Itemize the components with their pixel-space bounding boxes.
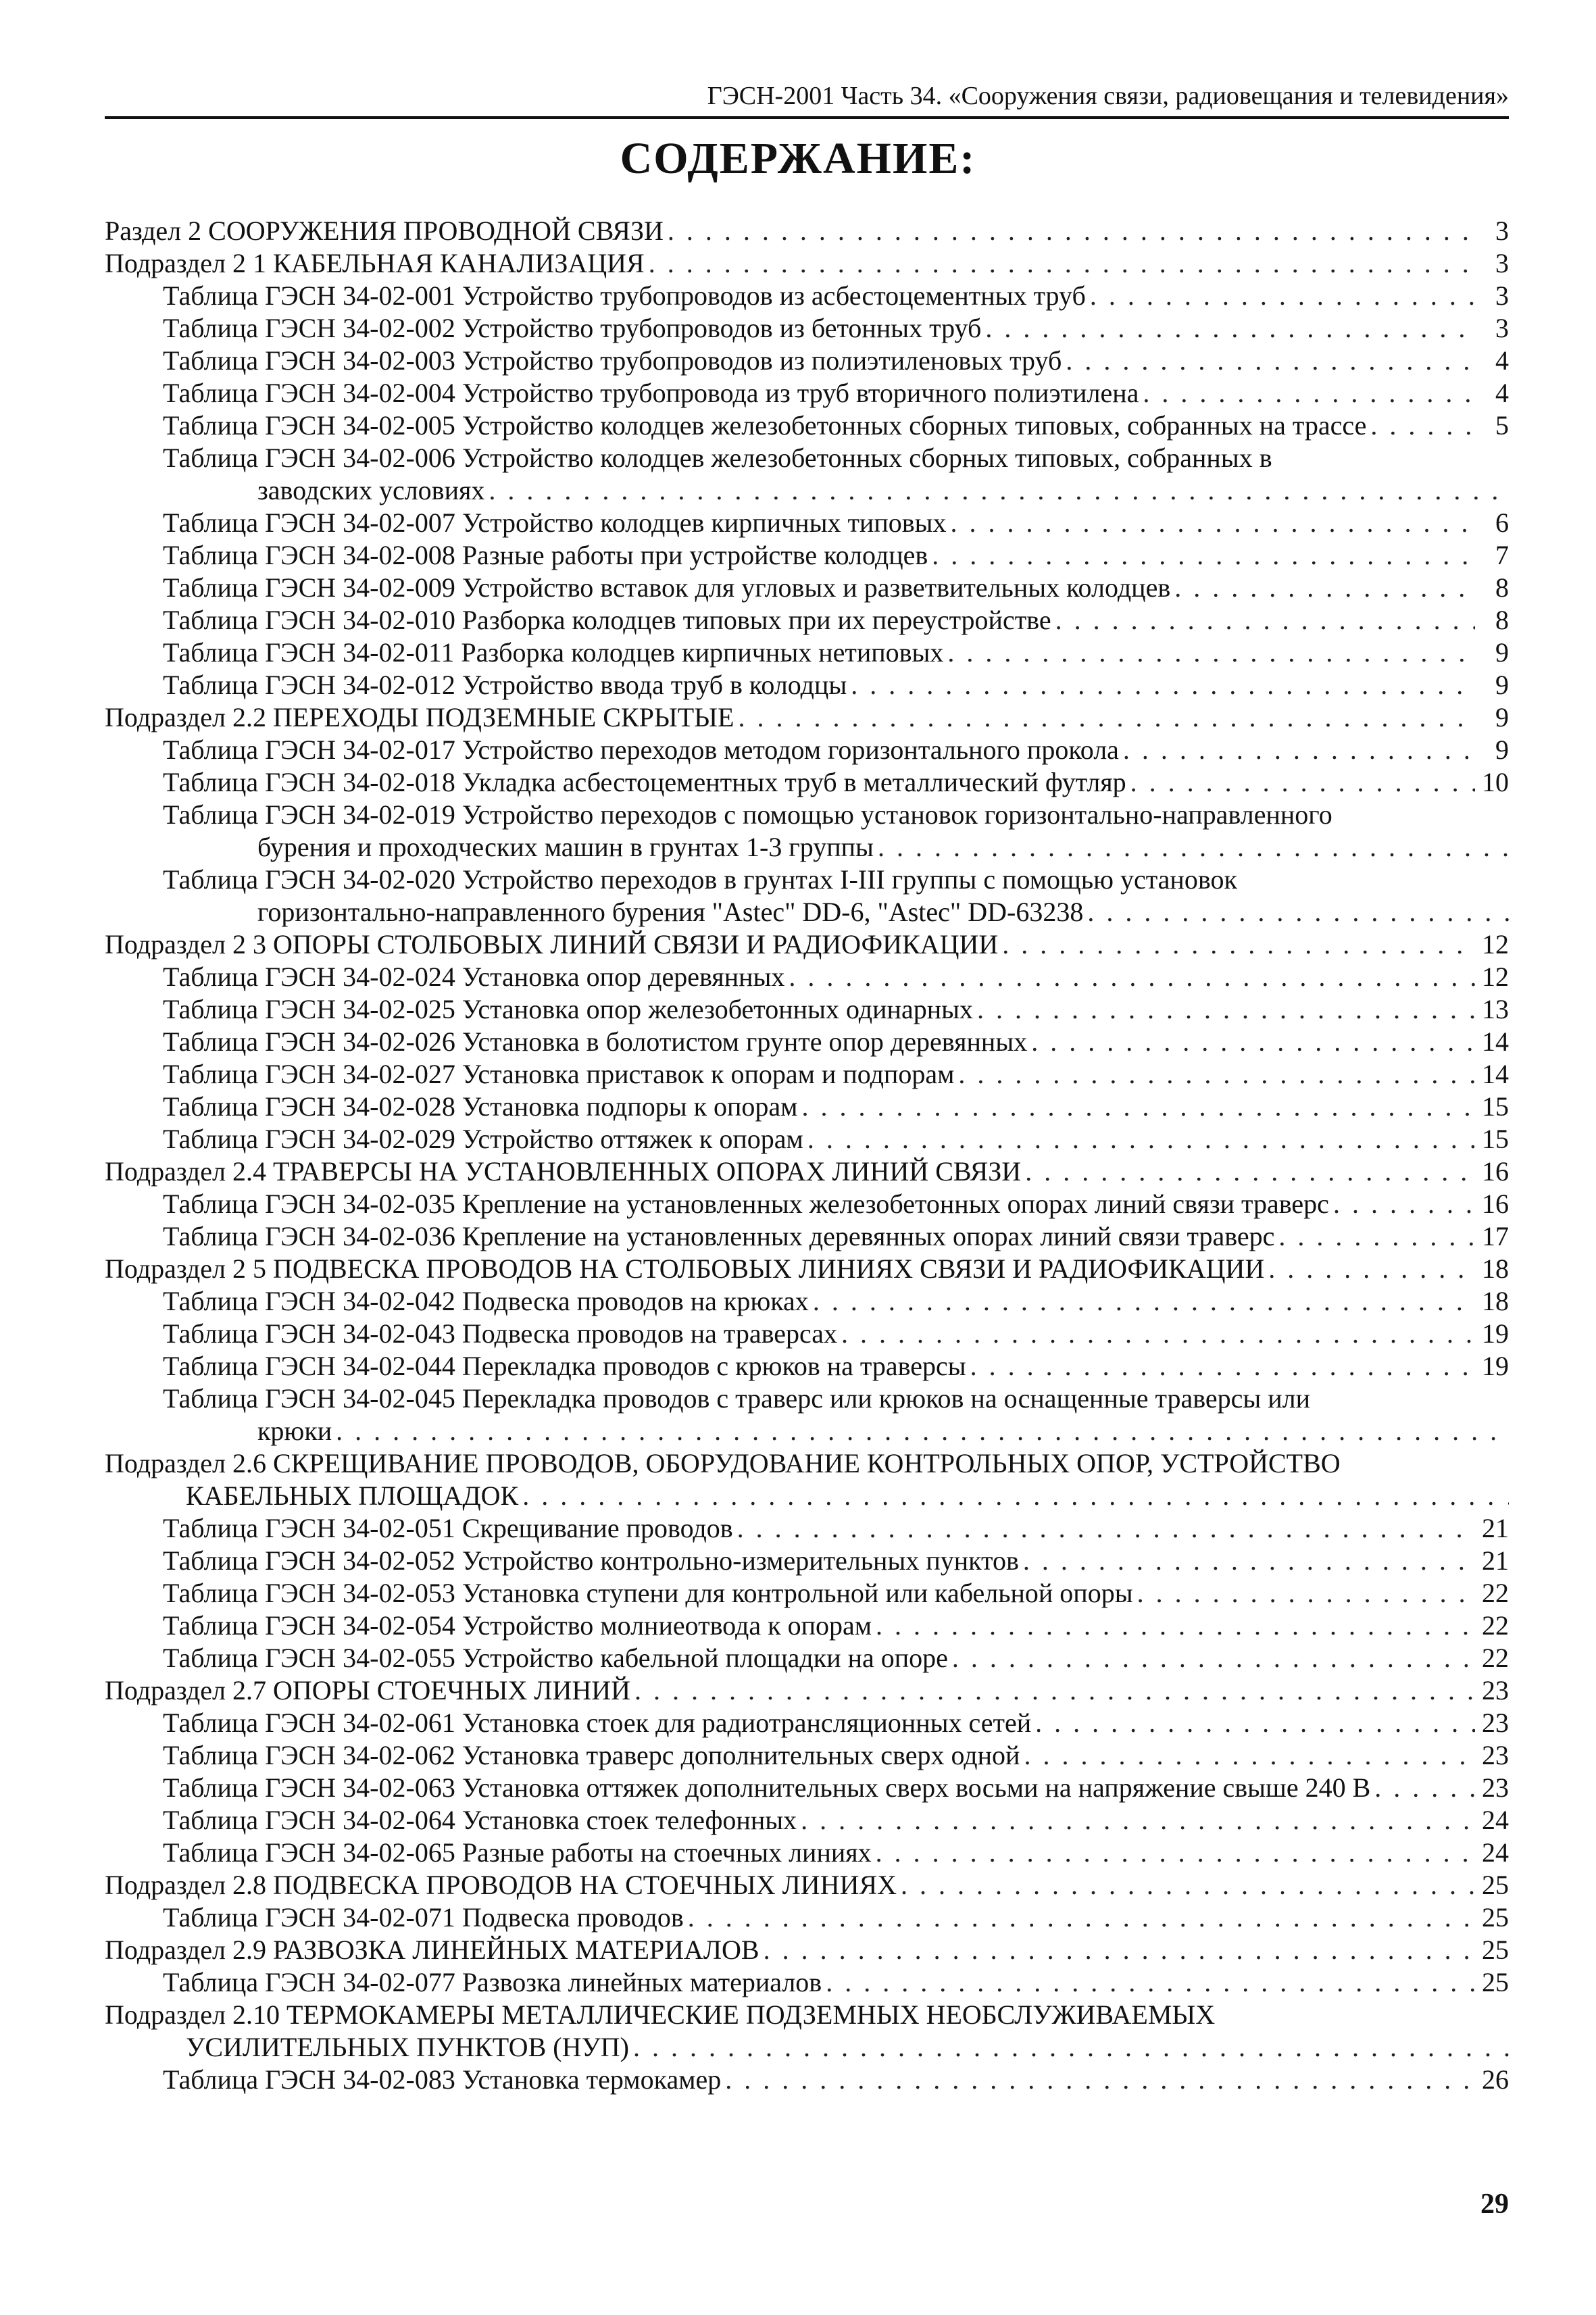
dot-leader: [1002, 928, 1475, 961]
toc-section-entry: [105, 1934, 1509, 1966]
toc-section-entry: [105, 1674, 1509, 1707]
toc-entry-title: Таблица ГЭСН 34-02-071 Подвеска проводов: [163, 1902, 684, 1933]
toc-section-entry: [105, 215, 1509, 247]
dot-leader: [1174, 572, 1475, 604]
dot-leader: [336, 1415, 1509, 1447]
dot-leader: [633, 2031, 1509, 2064]
toc-table-entry: [105, 1545, 1509, 1577]
dot-leader: [1066, 345, 1475, 377]
toc-entry-title: Таблица ГЭСН 34-02-052 Устройство контрольно-измерительных пунктов: [163, 1545, 1019, 1576]
toc-page-number: 19: [1482, 1351, 1509, 1381]
toc-entry-title: Таблица ГЭСН 34-02-042 Подвеска проводов на крюках: [163, 1286, 809, 1316]
toc-entry-title: Таблица ГЭСН 34-02-018 Укладка асбестоцементных труб в металлический футляр: [163, 767, 1126, 797]
toc-table-entry: [105, 1512, 1509, 1545]
toc-entry-title: Таблица ГЭСН 34-02-083 Установка термокамер: [163, 2064, 722, 2095]
toc-page-number: 23: [1482, 1772, 1509, 1803]
toc-section-entry: [105, 247, 1509, 280]
dot-leader: [801, 1804, 1475, 1837]
page-number: 29: [1480, 2189, 1509, 2220]
toc-page-number: 9: [1495, 637, 1509, 668]
toc-entry-title: Подраздел 2.10 ТЕРМОКАМЕРЫ МЕТАЛЛИЧЕСКИЕ ПОДЗЕМНЫХ НЕОБСЛУЖИВАЕМЫХ: [105, 1999, 1216, 2030]
toc-entry-title: бурения и проходческих машин в грунтах 1-3 группы: [257, 832, 874, 862]
toc-entry-title: Таблица ГЭСН 34-02-063 Установка оттяжек дополнительных сверх восьми на напряжение свыше 240 В: [163, 1772, 1371, 1803]
toc-page-number: 3: [1495, 216, 1509, 246]
toc-section-entry: [105, 928, 1509, 961]
dot-leader: [764, 1934, 1475, 1966]
toc-table-entry: [105, 734, 1509, 766]
toc-entry-title: Таблица ГЭСН 34-02-027 Установка приставок к опорам и подпорам: [163, 1059, 955, 1089]
toc-table-entry: [105, 669, 1509, 701]
toc-entry-continuation: [163, 896, 1509, 928]
page-title: СОДЕРЖАНИЕ:: [620, 134, 976, 183]
toc-table-entry: [105, 442, 1509, 507]
toc-entry-title: Таблица ГЭСН 34-02-055 Устройство кабельной площадки на опоре: [163, 1643, 948, 1673]
toc-entry-title: горизонтально-направленного бурения "Astec" DD-6, "Astec" DD-63238: [257, 897, 1084, 927]
dot-leader: [1090, 280, 1475, 312]
dot-leader: [1374, 1772, 1475, 1804]
dot-leader: [1278, 1220, 1475, 1253]
toc-page-number: 23: [1482, 1708, 1509, 1738]
toc-page-number: 24: [1482, 1837, 1509, 1868]
dot-leader: [522, 1480, 1509, 1512]
toc-page-number: 3: [1495, 280, 1509, 311]
toc-table-entry: [105, 1804, 1509, 1837]
toc-entry-title: Таблица ГЭСН 34-02-064 Установка стоек телефонных: [163, 1805, 797, 1835]
dot-leader: [970, 1350, 1475, 1383]
dot-leader: [789, 961, 1475, 993]
dot-leader: [737, 1512, 1475, 1545]
toc-entry-title: крюки: [257, 1416, 332, 1446]
dot-leader: [688, 1901, 1475, 1934]
toc-entry-title: Таблица ГЭСН 34-02-006 Устройство колодцев железобетонных сборных типовых, собранных в: [163, 443, 1272, 473]
toc-table-entry: [105, 1091, 1509, 1123]
toc-entry-title: Подраздел 2 3 ОПОРЫ СТОЛБОВЫХ ЛИНИЙ СВЯЗИ И РАДИОФИКАЦИИ: [105, 929, 999, 960]
toc-table-entry: [105, 1383, 1509, 1447]
toc-entry-title: КАБЕЛЬНЫХ ПЛОЩАДОК: [186, 1480, 519, 1511]
toc-entry-continuation: [105, 1480, 1509, 1512]
toc-table-entry: [105, 1610, 1509, 1642]
dot-leader: [1055, 604, 1475, 637]
dot-leader: [1143, 377, 1475, 409]
toc-table-entry: [105, 1285, 1509, 1318]
toc-table-entry: [105, 1188, 1509, 1220]
dot-leader: [951, 507, 1476, 539]
toc-page-number: 25: [1482, 1870, 1509, 1900]
toc-entry-title: Таблица ГЭСН 34-02-024 Установка опор деревянных: [163, 962, 785, 992]
toc-page-number: 9: [1495, 735, 1509, 765]
toc-table-entry: [105, 377, 1509, 409]
toc-table-entry: [105, 2064, 1509, 2096]
toc-entry-title: Таблица ГЭСН 34-02-009 Устройство вставок для угловых и разветвительных колодцев: [163, 572, 1171, 603]
table-of-contents: [105, 215, 1509, 2096]
toc-page-number: 17: [1482, 1221, 1509, 1251]
toc-entry-title: заводских условиях: [257, 475, 485, 505]
dot-leader: [1025, 1155, 1475, 1188]
toc-page-number: 10: [1482, 767, 1509, 797]
toc-entry-title: Таблица ГЭСН 34-02-077 Развозка линейных материалов: [163, 1967, 822, 1997]
toc-table-entry: [105, 766, 1509, 799]
toc-page-number: 5: [1495, 410, 1509, 441]
toc-entry-title: Таблица ГЭСН 34-02-036 Крепление на установленных деревянных опорах линий связи траверс: [163, 1221, 1275, 1251]
dot-leader: [725, 2064, 1475, 2096]
toc-table-entry: [105, 637, 1509, 669]
toc-entry-title: Таблица ГЭСН 34-02-019 Устройство переходов с помощью установок горизонтально-направленного: [163, 799, 1332, 830]
toc-table-entry: [105, 1739, 1509, 1772]
toc-entry-title: Таблица ГЭСН 34-02-035 Крепление на установленных железобетонных опорах линий связи траверс: [163, 1189, 1329, 1219]
toc-entry-title: Таблица ГЭСН 34-02-065 Разные работы на стоечных линиях: [163, 1837, 872, 1868]
toc-page-number: 7: [1495, 540, 1509, 570]
toc-table-entry: [105, 280, 1509, 312]
toc-section-entry: [105, 1869, 1509, 1901]
toc-entry-title: Таблица ГЭСН 34-02-026 Установка в болотистом грунте опор деревянных: [163, 1026, 1028, 1057]
toc-page-number: 24: [1482, 1805, 1509, 1835]
dot-leader: [1024, 1739, 1475, 1772]
toc-page-number: 9: [1495, 670, 1509, 700]
toc-table-entry: [105, 961, 1509, 993]
toc-section-entry: [105, 1447, 1509, 1512]
toc-table-entry: [105, 604, 1509, 637]
dot-leader: [813, 1285, 1475, 1318]
toc-entry-title: Таблица ГЭСН 34-02-017 Устройство переходов методом горизонтального прокола: [163, 735, 1119, 765]
toc-entry-continuation: [105, 2031, 1509, 2064]
dot-leader: [1268, 1253, 1475, 1285]
toc-entry-title: Таблица ГЭСН 34-02-028 Установка подпоры к опорам: [163, 1091, 798, 1122]
dot-leader: [1333, 1188, 1475, 1220]
dot-leader: [1087, 896, 1509, 928]
toc-page-number: 15: [1482, 1124, 1509, 1154]
toc-entry-title: Таблица ГЭСН 34-02-003 Устройство трубопроводов из полиэтиленовых труб: [163, 345, 1062, 376]
toc-page-number: 25: [1482, 1967, 1509, 1997]
toc-page-number: 21: [1482, 1545, 1509, 1576]
toc-page-number: 4: [1495, 345, 1509, 376]
dot-leader: [947, 637, 1475, 669]
toc-page-number: 18: [1482, 1253, 1509, 1284]
dot-leader: [841, 1318, 1475, 1350]
toc-page-number: 4: [1495, 378, 1509, 408]
toc-entry-title: Таблица ГЭСН 34-02-011 Разборка колодцев кирпичных нетиповых: [163, 637, 944, 668]
toc-page-number: 21: [1482, 1513, 1509, 1543]
toc-entry-title: Таблица ГЭСН 34-02-061 Установка стоек для радиотрансляционных сетей: [163, 1708, 1032, 1738]
toc-page-number: 12: [1482, 929, 1509, 960]
toc-entry-title: Подраздел 2.7 ОПОРЫ СТОЕЧНЫХ ЛИНИЙ: [105, 1675, 631, 1706]
dot-leader: [649, 247, 1475, 280]
toc-entry-continuation: [163, 831, 1509, 864]
toc-entry-title: Таблица ГЭСН 34-02-005 Устройство колодцев железобетонных сборных типовых, собранных на трассе: [163, 410, 1367, 441]
toc-table-entry: [105, 1577, 1509, 1610]
toc-table-entry: [105, 312, 1509, 345]
dot-leader: [1123, 734, 1475, 766]
toc-page-number: 25: [1482, 1902, 1509, 1933]
dot-leader: [801, 1091, 1475, 1123]
toc-entry-title: Таблица ГЭСН 34-02-010 Разборка колодцев типовых при их переустройстве: [163, 605, 1051, 635]
toc-entry-title: Таблица ГЭСН 34-02-045 Перекладка проводов с траверс или крюков на оснащенные траверсы или: [163, 1383, 1311, 1414]
toc-table-entry: [105, 1026, 1509, 1058]
toc-entry-title: Таблица ГЭСН 34-02-044 Перекладка проводов с крюков на траверсы: [163, 1351, 966, 1381]
dot-leader: [932, 539, 1475, 572]
toc-entry-title: Подраздел 2.8 ПОДВЕСКА ПРОВОДОВ НА СТОЕЧНЫХ ЛИНИЯХ: [105, 1870, 897, 1900]
dot-leader: [1137, 1577, 1475, 1610]
toc-table-entry: [105, 1123, 1509, 1155]
toc-page-number: 22: [1482, 1578, 1509, 1608]
toc-table-entry: [105, 1772, 1509, 1804]
toc-page-number: 3: [1495, 313, 1509, 343]
toc-page-number: 16: [1482, 1189, 1509, 1219]
toc-entry-title: Таблица ГЭСН 34-02-053 Установка ступени для контрольной или кабельной опоры: [163, 1578, 1133, 1608]
dot-leader: [876, 1837, 1475, 1869]
dot-leader: [851, 669, 1475, 701]
toc-page-number: 19: [1482, 1318, 1509, 1349]
dot-leader: [489, 474, 1509, 507]
toc-section-entry: [105, 1155, 1509, 1188]
toc-entry-continuation: [163, 474, 1509, 507]
dot-leader: [952, 1642, 1475, 1674]
toc-table-entry: [105, 1901, 1509, 1934]
toc-entry-title: Таблица ГЭСН 34-02-012 Устройство ввода труб в колодцы: [163, 670, 847, 700]
toc-page-number: 26: [1482, 2064, 1509, 2095]
toc-table-entry: [105, 1350, 1509, 1383]
dot-leader: [1370, 409, 1475, 442]
toc-entry-title: Таблица ГЭСН 34-02-007 Устройство колодцев кирпичных типовых: [163, 507, 947, 538]
toc-page-number: 9: [1495, 702, 1509, 732]
toc-page-number: 14: [1482, 1059, 1509, 1089]
toc-table-entry: [105, 539, 1509, 572]
toc-section-entry: [105, 701, 1509, 734]
toc-entry-title: Таблица ГЭСН 34-02-025 Установка опор железобетонных одинарных: [163, 994, 973, 1024]
toc-entry-title: УСИЛИТЕЛЬНЫХ ПУНКТОВ (НУП): [186, 2032, 629, 2062]
running-title: ГЭСН-2001 Часть 34. «Сооружения связи, радиовещания и телевидения»: [707, 82, 1509, 110]
toc-entry-title: Таблица ГЭСН 34-02-001 Устройство трубопроводов из асбестоцементных труб: [163, 280, 1086, 311]
toc-entry-title: Таблица ГЭСН 34-02-062 Установка траверс дополнительных сверх одной: [163, 1740, 1020, 1770]
dot-leader: [901, 1869, 1475, 1901]
toc-entry-title: Таблица ГЭСН 34-02-051 Скрещивание проводов: [163, 1513, 733, 1543]
toc-table-entry: [105, 993, 1509, 1026]
toc-entry-title: Таблица ГЭСН 34-02-029 Устройство оттяжек к опорам: [163, 1124, 803, 1154]
toc-page-number: 23: [1482, 1740, 1509, 1770]
dot-leader: [738, 701, 1475, 734]
toc-section-entry: [105, 1253, 1509, 1285]
dot-leader: [1031, 1026, 1475, 1058]
toc-entry-title: Подраздел 2.6 СКРЕЩИВАНИЕ ПРОВОДОВ, ОБОРУДОВАНИЕ КОНТРОЛЬНЫХ ОПОР, УСТРОЙСТВО: [105, 1448, 1341, 1478]
toc-page-number: 16: [1482, 1156, 1509, 1187]
dot-leader: [876, 1610, 1475, 1642]
dot-leader: [826, 1966, 1475, 1999]
toc-table-entry: [105, 1707, 1509, 1739]
toc-entry-title: Таблица ГЭСН 34-02-020 Устройство переходов в грунтах I-III группы с помощью установок: [163, 864, 1237, 895]
dot-leader: [985, 312, 1475, 345]
toc-entry-continuation: [163, 1415, 1509, 1447]
toc-page-number: 6: [1495, 507, 1509, 538]
toc-table-entry: [105, 799, 1509, 864]
toc-table-entry: [105, 507, 1509, 539]
toc-table-entry: [105, 572, 1509, 604]
toc-table-entry: [105, 1318, 1509, 1350]
toc-page-number: 13: [1482, 994, 1509, 1024]
toc-entry-title: Таблица ГЭСН 34-02-054 Устройство молниеотвода к опорам: [163, 1610, 872, 1641]
toc-table-entry: [105, 1220, 1509, 1253]
toc-page-number: 18: [1482, 1286, 1509, 1316]
toc-table-entry: [105, 864, 1509, 928]
toc-entry-title: Подраздел 2 5 ПОДВЕСКА ПРОВОДОВ НА СТОЛБОВЫХ ЛИНИЯХ СВЯЗИ И РАДИОФИКАЦИИ: [105, 1253, 1265, 1284]
running-header: [105, 76, 1509, 119]
toc-table-entry: [105, 345, 1509, 377]
toc-entry-title: Таблица ГЭСН 34-02-008 Разные работы при устройстве колодцев: [163, 540, 928, 570]
dot-leader: [1023, 1545, 1475, 1577]
toc-entry-title: Таблица ГЭСН 34-02-043 Подвеска проводов на траверсах: [163, 1318, 838, 1349]
toc-page-number: 22: [1482, 1610, 1509, 1641]
toc-page-number: 12: [1482, 962, 1509, 992]
toc-entry-title: Подраздел 2.9 РАЗВОЗКА ЛИНЕЙНЫХ МАТЕРИАЛОВ: [105, 1935, 759, 1965]
dot-leader: [958, 1058, 1475, 1091]
toc-page-number: 3: [1495, 248, 1509, 278]
toc-page-number: 14: [1482, 1026, 1509, 1057]
dot-leader: [1035, 1707, 1475, 1739]
toc-page-number: 25: [1482, 1935, 1509, 1965]
dot-leader: [668, 215, 1475, 247]
toc-table-entry: [105, 1966, 1509, 1999]
toc-page-number: 23: [1482, 1675, 1509, 1706]
dot-leader: [1130, 766, 1475, 799]
dot-leader: [878, 831, 1509, 864]
toc-page-number: 15: [1482, 1091, 1509, 1122]
toc-table-entry: [105, 1642, 1509, 1674]
dot-leader: [977, 993, 1475, 1026]
toc-entry-title: Подраздел 2.4 ТРАВЕРСЫ НА УСТАНОВЛЕННЫХ ОПОРАХ ЛИНИЙ СВЯЗИ: [105, 1156, 1022, 1187]
dot-leader: [807, 1123, 1475, 1155]
toc-entry-title: Подраздел 2 1 КАБЕЛЬНАЯ КАНАЛИЗАЦИЯ: [105, 248, 645, 278]
toc-section-entry: [105, 1999, 1509, 2064]
toc-page-number: 8: [1495, 572, 1509, 603]
toc-entry-title: Раздел 2 СООРУЖЕНИЯ ПРОВОДНОЙ СВЯЗИ: [105, 216, 664, 246]
dot-leader: [634, 1674, 1475, 1707]
toc-entry-title: Таблица ГЭСН 34-02-004 Устройство трубопровода из труб вторичного полиэтилена: [163, 378, 1139, 408]
toc-entry-title: Таблица ГЭСН 34-02-002 Устройство трубопроводов из бетонных труб: [163, 313, 982, 343]
toc-table-entry: [105, 1058, 1509, 1091]
toc-page-number: 22: [1482, 1643, 1509, 1673]
toc-table-entry: [105, 409, 1509, 442]
toc-table-entry: [105, 1837, 1509, 1869]
toc-page-number: 8: [1495, 605, 1509, 635]
toc-entry-title: Подраздел 2.2 ПЕРЕХОДЫ ПОДЗЕМНЫЕ СКРЫТЫЕ: [105, 702, 734, 732]
